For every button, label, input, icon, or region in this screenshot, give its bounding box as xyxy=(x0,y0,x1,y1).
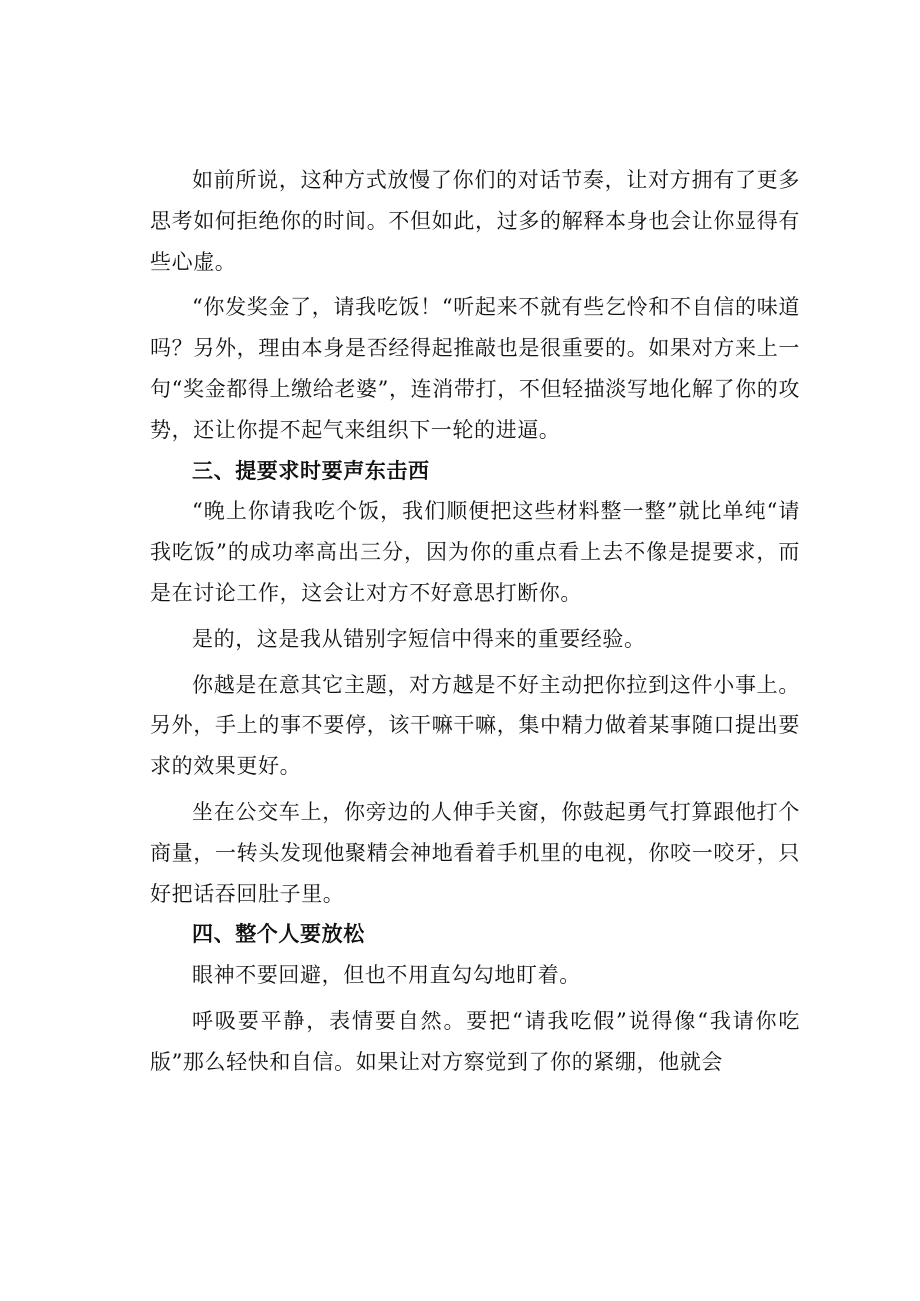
paragraph: 坐在公交车上，你旁边的人伸手关窗，你鼓起勇气打算跟他打个商量，一转头发现他聚精会神地看着手机里的电视，你咬一咬牙，只好把话吞回肚子里。 xyxy=(150,799,800,906)
paragraph: “晚上你请我吃个饭，我们顺便把这些材料整一整”就比单纯“请我吃饭”的成功率高出三分，因为你的重点看上去不像是提要求，而是在讨论工作，这会让对方不好意思打断你。 xyxy=(150,499,800,605)
paragraph: 眼神不要回避，但也不用直勾勾地盯着。 xyxy=(192,963,581,988)
paragraph: 是的，这是我从错别字短信中得来的重要经验。 xyxy=(192,626,646,651)
section-heading: 三、提要求时要声东击西 xyxy=(192,458,430,483)
section-heading: 四、整个人要放松 xyxy=(192,922,365,947)
paragraph: “你发奖金了，请我吃饭！“听起来不就有些乞怜和不自信的味道吗？另外，理由本身是否经得起推敲也是很重要的。如果对方来上一句“奖金都得上缴给老婆”，连消带打，不但轻描淡写地化解了你的攻势，还让你提不起气来组织下一轮的进逼。 xyxy=(150,295,800,442)
paragraph: 你越是在意其它主题，对方越是不好主动把你拉到这件小事上。另外，手上的事不要停，该干嘛干嘛，集中精力做着某事随口提出要求的效果更好。 xyxy=(150,672,800,779)
document-page xyxy=(150,160,800,1083)
paragraph: 如前所说，这种方式放慢了你们的对话节奏，让对方拥有了更多思考如何拒绝你的时间。不但如此，过多的解释本身也会让你显得有些心虚。 xyxy=(150,168,800,274)
paragraph: 呼吸要平静，表情要自然。要把“请我吃假”说得像“我请你吃版”那么轻快和自信。如果让对方察觉到了你的紧绷，他就会 xyxy=(150,1008,800,1074)
